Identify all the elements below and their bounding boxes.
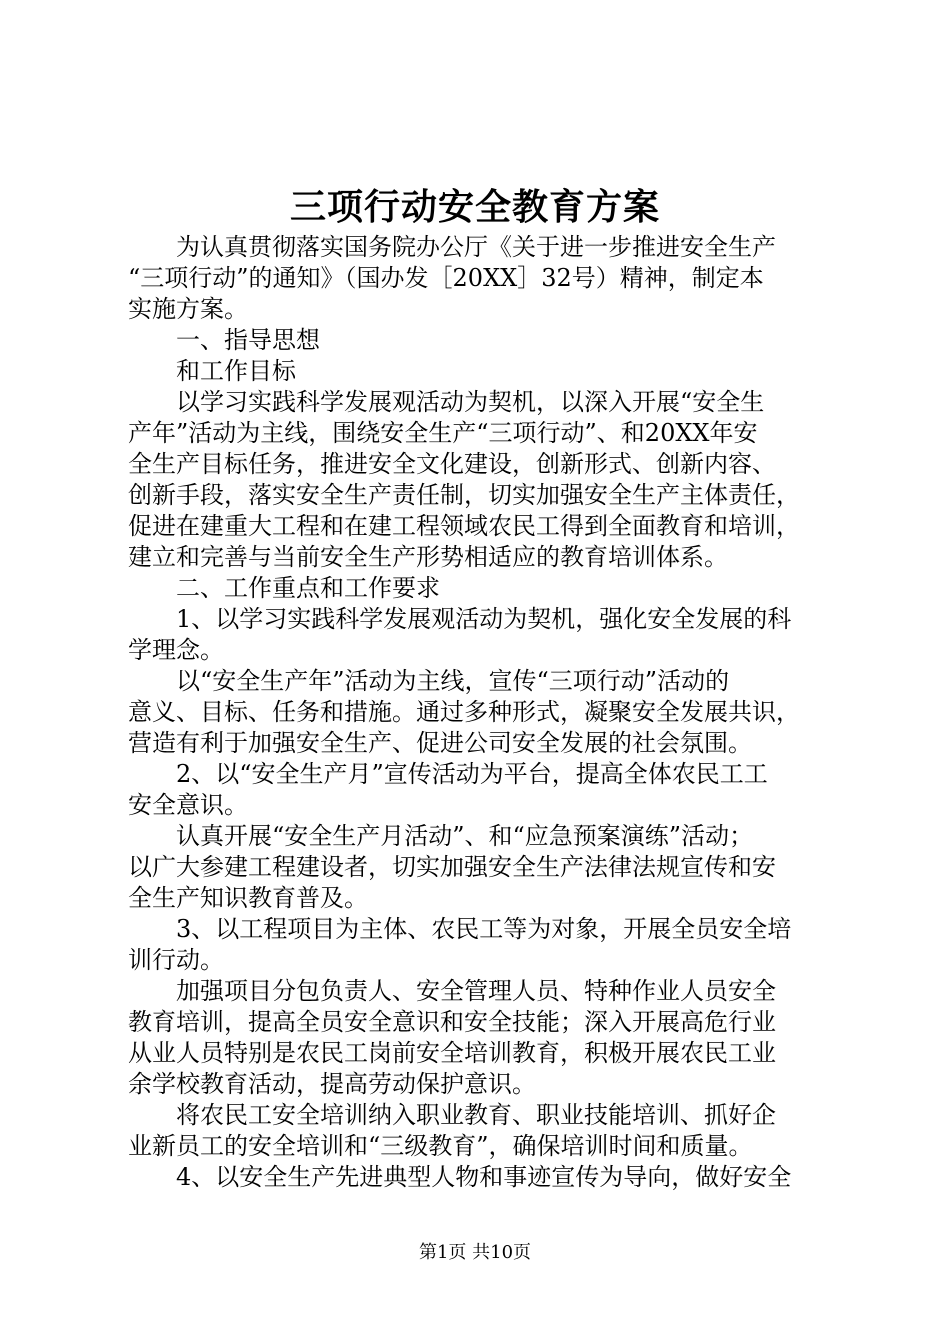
body-text-line: 创新手段，落实安全生产责任制，切实加强安全生产主体责任，: [128, 481, 800, 509]
body-text-line: 安全意识。: [128, 791, 248, 819]
body-text-line: 4、以安全生产先进典型人物和事迹宣传为导向，做好安全: [128, 1163, 792, 1191]
document-title: 三项行动安全教育方案: [289, 186, 660, 228]
body-text-line: 促进在建重大工程和在建工程领域农民工得到全面教育和培训，: [128, 512, 800, 540]
page-number-footer: 第1页 共10页: [418, 1242, 532, 1263]
body-text-line: 从业人员特别是农民工岗前安全培训教育，积极开展农民工业: [128, 1039, 776, 1067]
body-text-line: 业新员工的安全培训和“三级教育”，确保培训时间和质量。: [128, 1132, 753, 1160]
body-text-line: 以学习实践科学发展观活动为契机，以深入开展“安全生: [128, 388, 765, 416]
body-text-line: 教育培训，提高全员安全意识和安全技能；深入开展高危行业: [128, 1008, 776, 1036]
body-text-line: 以“安全生产年”活动为主线，宣传“三项行动”活动的: [128, 667, 730, 695]
body-text-line: 全生产目标任务，推进安全文化建设，创新形式、创新内容、: [128, 450, 776, 478]
body-text-line: 余学校教育活动，提高劳动保护意识。: [128, 1070, 536, 1098]
body-text-line: 以广大参建工程建设者，切实加强安全生产法律法规宣传和安: [128, 853, 776, 881]
body-text-line: 建立和完善与当前安全生产形势相适应的教育培训体系。: [128, 543, 728, 571]
body-text-line: 一、指导思想: [128, 326, 320, 354]
document-body: [128, 232, 834, 1193]
body-text-line: 加强项目分包负责人、安全管理人员、特种作业人员安全: [128, 977, 776, 1005]
body-text-line: 产年”活动为主线，围绕安全生产“三项行动”、和20XX年安: [128, 419, 758, 447]
body-text-line: 全生产知识教育普及。: [128, 884, 368, 912]
body-text-line: 1、以学习实践科学发展观活动为契机，强化安全发展的科: [128, 605, 792, 633]
body-text-line: 认真开展“安全生产月活动”、和“应急预案演练”活动；: [128, 822, 754, 850]
body-text-line: 意义、目标、任务和措施。通过多种形式，凝聚安全发展共识，: [128, 698, 800, 726]
body-text-line: 学理念。: [128, 636, 224, 664]
body-text-line: 训行动。: [128, 946, 224, 974]
body-text-line: 实施方案。: [128, 295, 248, 323]
body-text-line: 将农民工安全培训纳入职业教育、职业技能培训、抓好企: [128, 1101, 776, 1129]
body-text-line: 二、工作重点和工作要求: [128, 574, 440, 602]
body-text-line: 为认真贯彻落实国务院办公厅《关于进一步推进安全生产: [128, 233, 776, 261]
body-text-line: “三项行动”的通知》（国办发［20XX］32号）精神，制定本: [128, 264, 764, 292]
body-text-line: 和工作目标: [128, 357, 296, 385]
body-text-line: 3、以工程项目为主体、农民工等为对象，开展全员安全培: [128, 915, 792, 943]
body-text-line: 2、以“安全生产月”宣传活动为平台，提高全体农民工工: [128, 760, 768, 788]
body-text-line: 营造有利于加强安全生产、促进公司安全发展的社会氛围。: [128, 729, 752, 757]
